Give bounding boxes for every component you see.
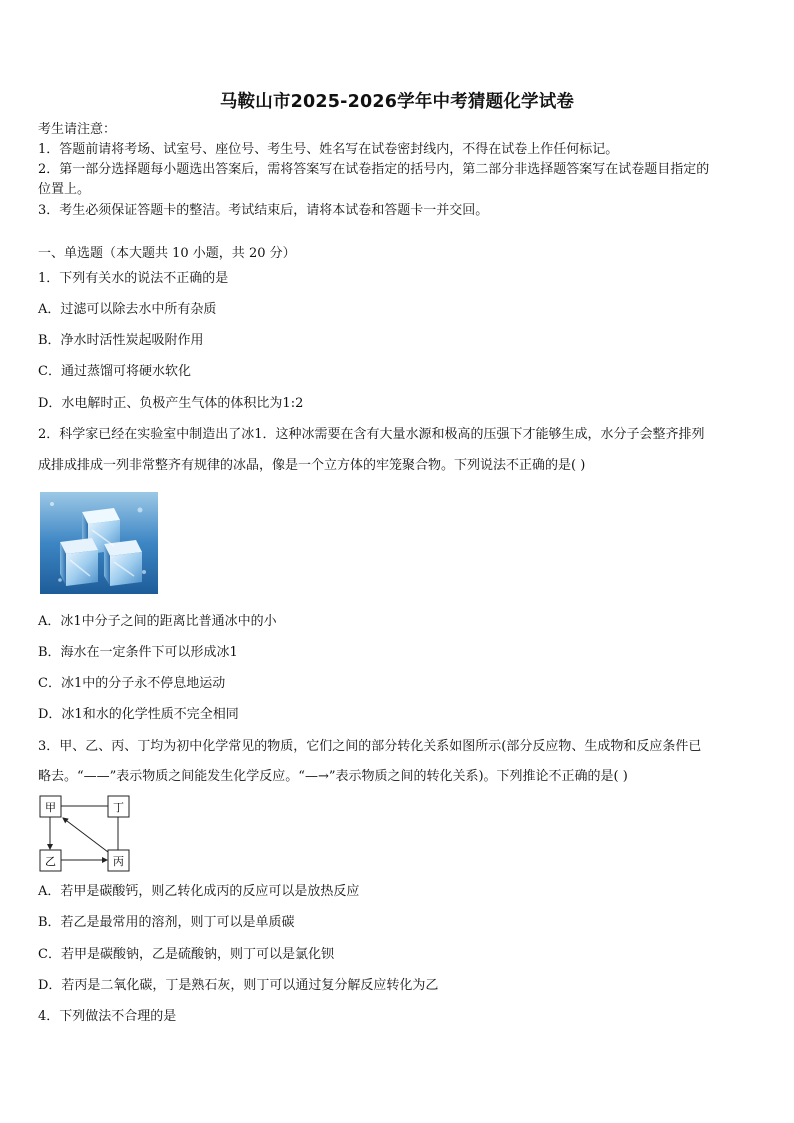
- question-1-stem: 1．下列有关水的说法不正确的是: [38, 271, 229, 286]
- notice-item: 3．考生必须保证答题卡的整洁。考试结束后，请将本试卷和答题卡一并交回。: [38, 203, 489, 218]
- question-1-option-a: A．过滤可以除去水中所有杂质: [38, 302, 217, 317]
- ice-cubes-image: [40, 492, 158, 594]
- notice-item: 2．第一部分选择题每小题选出答案后，需将答案写在试卷指定的括号内，第二部分非选择题答案写在试卷题目指定的: [38, 162, 710, 177]
- question-2-stem-line2: 成排成排成一列非常整齐有规律的冰晶，像是一个立方体的牢笼聚合物。下列说法不正确的是( ): [38, 458, 586, 473]
- question-2-option-b: B．海水在一定条件下可以形成冰1: [38, 645, 238, 660]
- question-2-option-a: A．冰1中分子之间的距离比普通冰中的小: [38, 614, 277, 629]
- question-3-option-c: C．若甲是碳酸钠，乙是硫酸钠，则丁可以是氯化钡: [38, 947, 334, 962]
- diagram-node-yi: 乙: [45, 855, 56, 868]
- diagram-node-ding: 丁: [113, 801, 124, 814]
- diagram-node-jia: 甲: [45, 801, 56, 814]
- question-1-option-d: D．水电解时正、负极产生气体的体积比为1:2: [38, 396, 304, 411]
- diagram-node-bing: 丙: [113, 855, 124, 868]
- question-1-option-c: C．通过蒸馏可将硬水软化: [38, 364, 191, 379]
- question-3-stem-line2: 略去。“——”表示物质之间能发生化学反应。“—→”表示物质之间的转化关系)。下列推论不正确的是( ): [38, 769, 628, 784]
- conversion-diagram: [38, 794, 134, 874]
- section-heading: 一、单选题（本大题共 10 小题，共 20 分）: [38, 246, 296, 261]
- question-3-option-d: D．若丙是二氧化碳，丁是熟石灰，则丁可以通过复分解反应转化为乙: [38, 978, 439, 993]
- notice-heading: 考生请注意：: [38, 122, 117, 137]
- question-2-option-c: C．冰1中的分子永不停息地运动: [38, 676, 226, 691]
- notice-item: 1．答题前请将考场、试室号、座位号、考生号、姓名写在试卷密封线内，不得在试卷上作任何标记。: [38, 142, 619, 157]
- question-3-option-a: A．若甲是碳酸钙，则乙转化成丙的反应可以是放热反应: [38, 884, 360, 899]
- question-4-stem: 4．下列做法不合理的是: [38, 1009, 177, 1024]
- question-3-option-b: B．若乙是最常用的溶剂，则丁可以是单质碳: [38, 915, 295, 930]
- question-2-option-d: D．冰1和水的化学性质不完全相同: [38, 707, 239, 722]
- page-title: 马鞍山市2025-2026学年中考猜题化学试卷: [219, 92, 575, 112]
- question-3-stem-line1: 3．甲、乙、丙、丁均为初中化学常见的物质，它们之间的部分转化关系如图所示(部分反应物、生成物和反应条件已: [38, 739, 702, 754]
- question-1-option-b: B．净水时活性炭起吸附作用: [38, 333, 204, 348]
- question-2-stem-line1: 2．科学家已经在实验室中制造出了冰1．这种冰需要在含有大量水源和极高的压强下才能够生成，水分子会整齐排列: [38, 427, 705, 442]
- notice-item: 位置上。: [38, 182, 91, 197]
